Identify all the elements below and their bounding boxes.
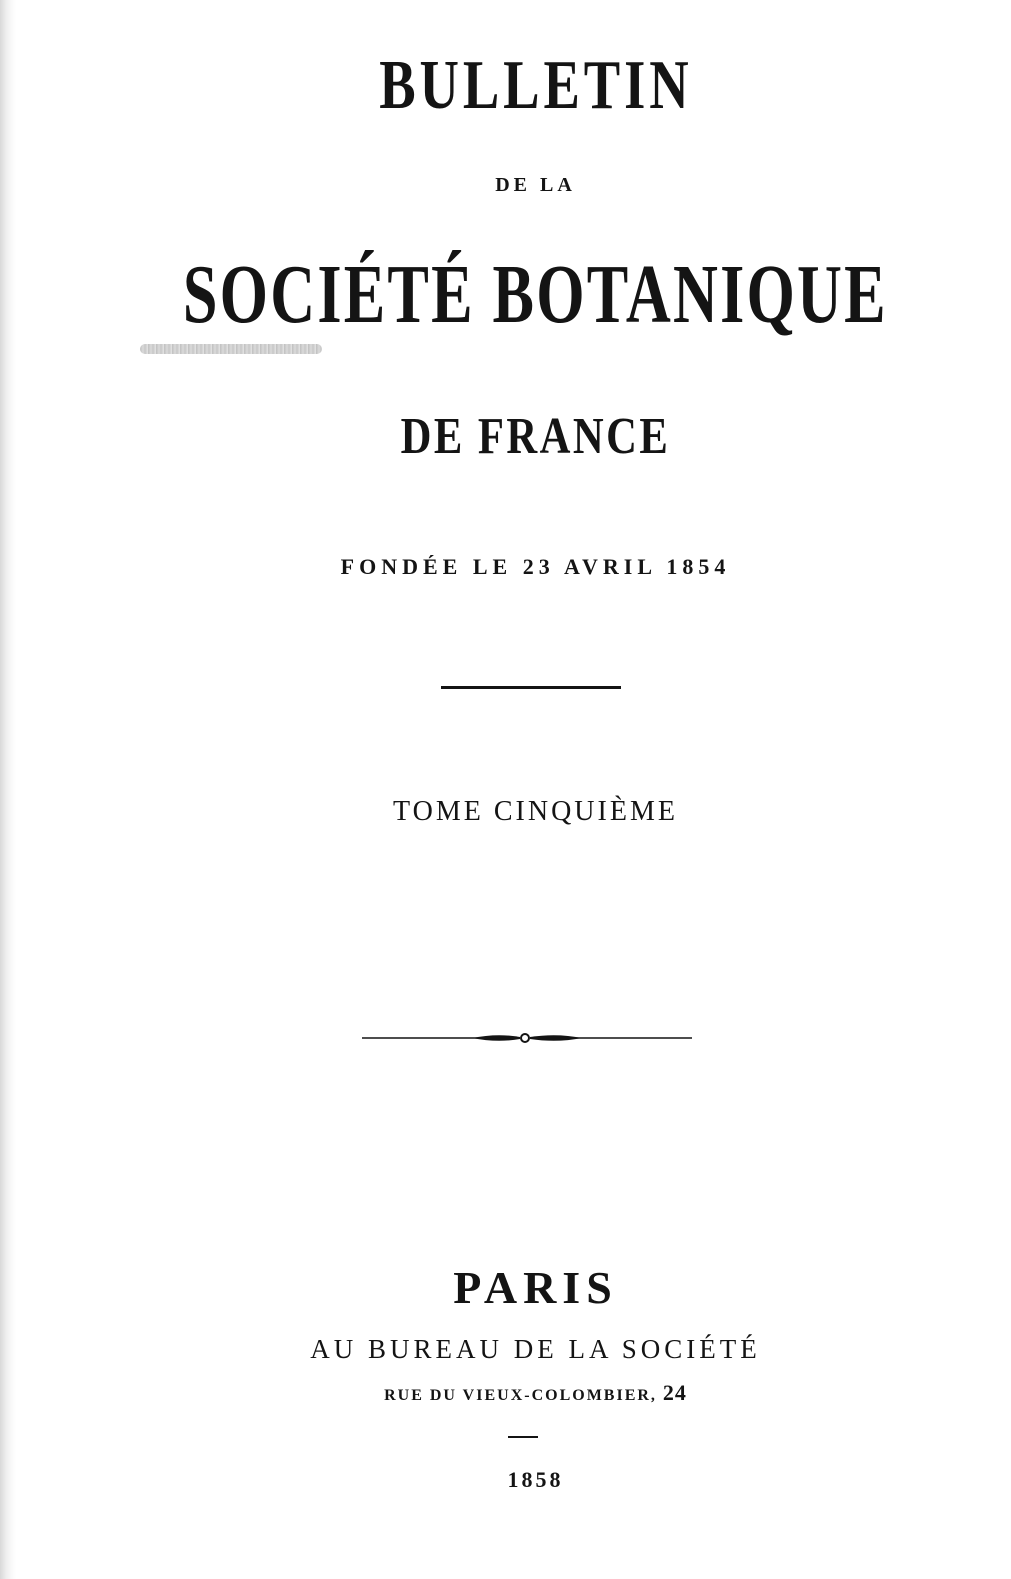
imprint-street: RUE DU VIEUX-COLOMBIER,: [384, 1387, 657, 1404]
title-bulletin: [30, 46, 1011, 126]
divider-rule: [441, 686, 621, 689]
imprint-city: PARIS: [453, 1262, 618, 1313]
publication-year: 1858: [507, 1467, 564, 1492]
binding-edge-shadow: [0, 0, 16, 1579]
imprint-address: [30, 1381, 1011, 1408]
title-societe-text: SOCIÉTÉ BOTANIQUE: [183, 248, 888, 341]
title-de-la: DE LA: [495, 174, 576, 196]
title-bulletin-text: BULLETIN: [378, 47, 693, 124]
founding-date: FONDÉE LE 23 AVRIL 1854: [340, 554, 731, 579]
title-de-france: [30, 407, 1011, 467]
title-france-text: DE FRANCE: [400, 408, 671, 465]
imprint-street-number: 24: [662, 1380, 687, 1405]
ink-smudge: [140, 344, 322, 354]
volume-label: TOME CINQUIÈME: [393, 796, 678, 827]
ornamental-rule: [362, 1028, 692, 1048]
title-societe-botanique: [30, 247, 1011, 343]
imprint-publisher: AU BUREAU DE LA SOCIÉTÉ: [310, 1334, 761, 1364]
small-divider: [508, 1436, 538, 1438]
